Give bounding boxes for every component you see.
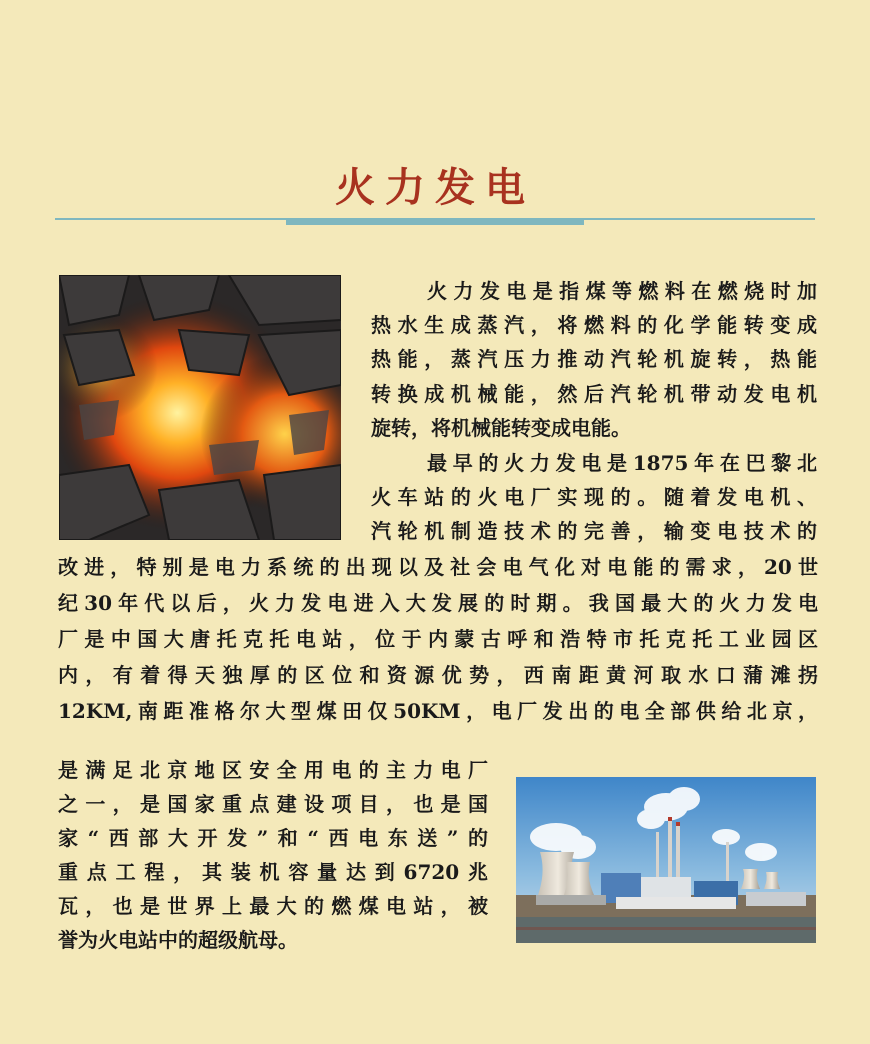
- text-line: 火车站的火电厂实现的。随着发电机、: [371, 485, 817, 509]
- text-line: 誉为火电站中的超级航母。: [58, 928, 298, 952]
- title-divider-accent: [286, 220, 584, 225]
- text-line: 火力发电是指煤等燃料在燃烧时加: [427, 279, 817, 303]
- text-line: 转换成机械能，然后汽轮机带动发电机: [371, 382, 817, 406]
- power-plant-image: [516, 777, 816, 943]
- text-line: 最早的火力发电是1875年在巴黎北: [427, 451, 817, 475]
- page-title: 火力发电: [335, 164, 535, 211]
- text-line: 是满足北京地区安全用电的主力电厂: [58, 758, 488, 782]
- text-line: 热水生成蒸汽，将燃料的化学能转变成: [371, 313, 817, 337]
- text-line: 重点工程，其装机容量达到6720兆: [58, 860, 488, 884]
- text-line: 纪30年代以后，火力发电进入大发展的时期。我国最大的火力发电: [58, 591, 818, 615]
- text-line: 改进，特别是电力系统的出现以及社会电气化对电能的需求，20世: [58, 555, 818, 579]
- text-line: 汽轮机制造技术的完善，输变电技术的: [371, 519, 817, 543]
- text-line: 瓦，也是世界上最大的燃煤电站，被: [58, 894, 488, 918]
- burning-coal-image: [59, 275, 341, 540]
- text-line: 家“西部大开发”和“西电东送”的: [58, 826, 488, 850]
- text-line: 热能，蒸汽压力推动汽轮机旋转，热能: [371, 347, 817, 371]
- text-line: 旋转，将机械能转变成电能。: [371, 416, 631, 440]
- text-line: 12KM,南距准格尔大型煤田仅50KM，电厂发出的电全部供给北京，: [58, 699, 818, 723]
- text-line: 之一，是国家重点建设项目，也是国: [58, 792, 488, 816]
- text-line: 内，有着得天独厚的区位和资源优势，西南距黄河取水口蒲滩拐: [58, 663, 818, 687]
- text-line: 厂是中国大唐托克托电站，位于内蒙古呼和浩特市托克托工业园区: [58, 627, 818, 651]
